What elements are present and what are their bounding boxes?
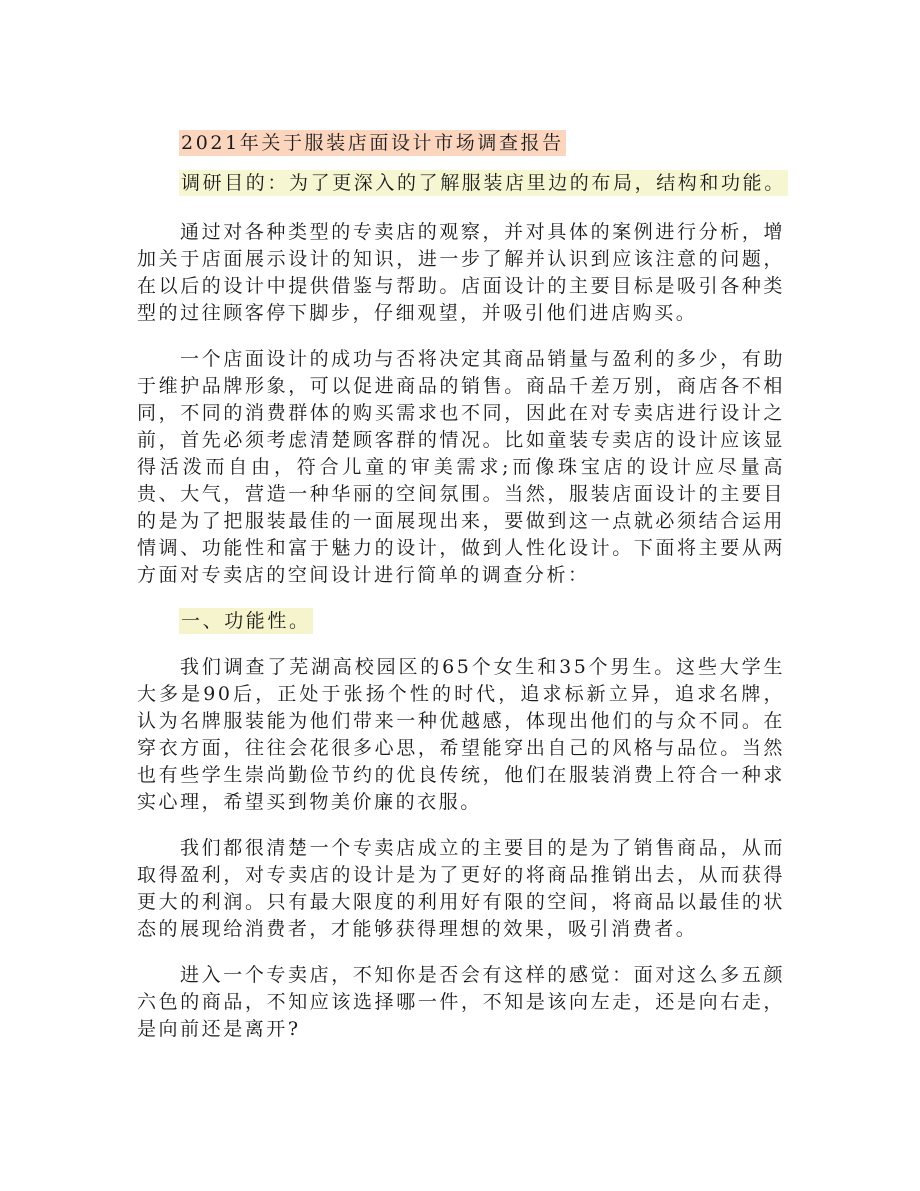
paragraph-entering-store: 进入一个专卖店，不知你是否会有这样的感觉：面对这么多五颜六色的商品，不知应该选择哪一件，不知是该向左走，还是向右走，是向前还是离开? <box>137 964 785 1040</box>
paragraph-intro: 通过对各种类型的专卖店的观察，并对具体的案例进行分析，增加关于店面展示设计的知识，进一步了解并认识到应该注意的问题，在以后的设计中提供借鉴与帮助。店面设计的主要目标是吸引各种类型的过往顾客停下脚步，仔细观望，并吸引他们进店购买。 <box>137 221 785 324</box>
paragraph-design-success: 一个店面设计的成功与否将决定其商品销量与盈利的多少，有助于维护品牌形象，可以促进商品的销售。商品千差万别，商店各不相同，不同的消费群体的购买需求也不同，因此在对专卖店进行设计之前，首先必须考虑清楚顾客群的情况。比如童装专卖店的设计应该显得活泼而自由，符合儿童的审美需求;而像珠宝店的设计应尽量高贵、大气，营造一种华丽的空间氛围。当然，服装店面设计的主要目的是为了把服装最佳的一面展现出来，要做到这一点就必须结合运用情调、功能性和富于魅力的设计，做到人性化设计。下面将主要从两方面对专卖店的空间设计进行简单的调查分析： <box>137 348 785 586</box>
paragraph-survey: 我们调查了芜湖高校园区的65个女生和35个男生。这些大学生大多是90后，正处于张扬个性的时代，追求标新立异，追求名牌，认为名牌服装能为他们带来一种优越感，体现出他们的与众不同。在穿衣方面，往往会花很多心思，希望能穿出自己的风格与品位。当然也有些学生崇尚勤俭节约的优良传统，他们在服装消费上符合一种求实心理，希望买到物美价廉的衣服。 <box>137 656 785 813</box>
document-title: 2021年关于服装店面设计市场调查报告 <box>181 132 564 154</box>
research-purpose: 调研目的：为了更深入的了解服装店里边的布局，结构和功能。 <box>181 172 786 194</box>
section-heading-functionality: 一、功能性。 <box>181 610 311 632</box>
paragraph-store-purpose: 我们都很清楚一个专卖店成立的主要目的是为了销售商品，从而取得盈利，对专卖店的设计是为了更好的将商品推销出去，从而获得更大的利润。只有最大限度的利用好有限的空间，将商品以最佳的状态的展现给消费者，才能够获得理想的效果，吸引消费者。 <box>137 837 785 940</box>
